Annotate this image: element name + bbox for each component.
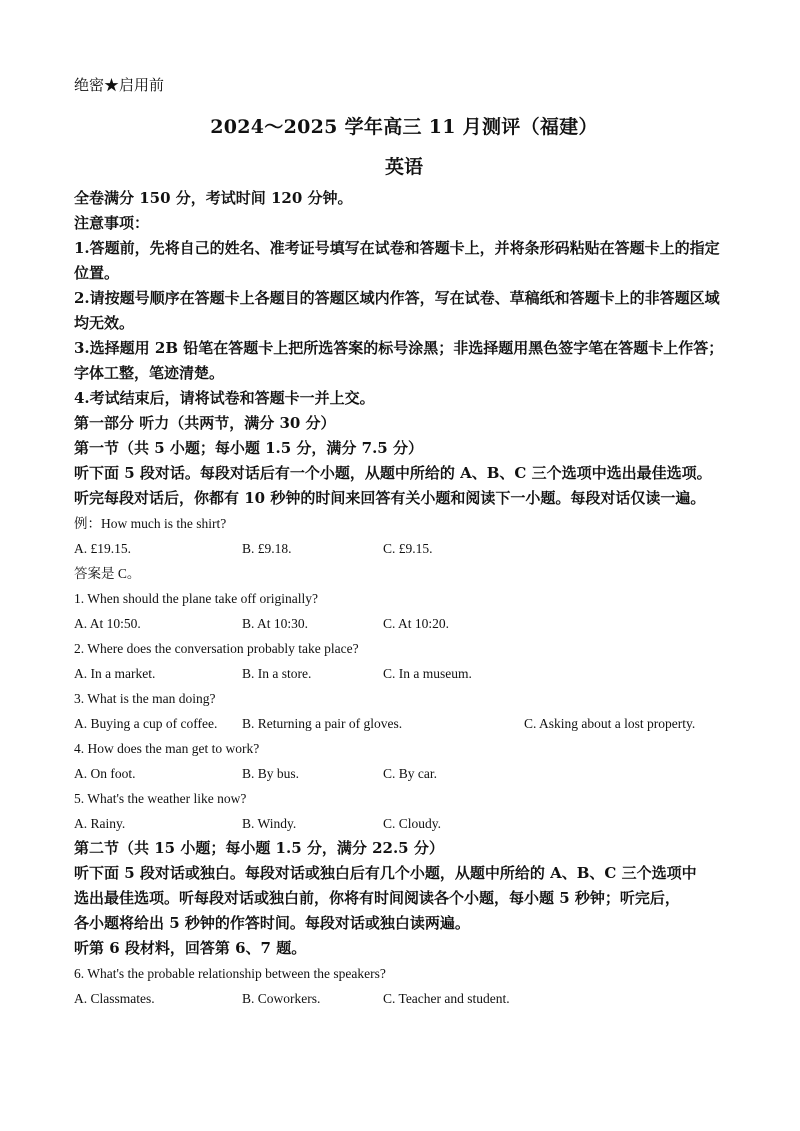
section2-instruction-1: 听下面 5 段对话或独白。每段对话或独白后有几个小题，从题中所给的 A、B、C 三个选项中 (74, 864, 697, 882)
question-4: 4. How does the man get to work? (74, 741, 260, 756)
exam-title: 2024～2025 学年高三 11 月测评（福建） (210, 116, 598, 138)
option-b: B. Coworkers. (242, 991, 321, 1006)
option-b: B. By bus. (242, 766, 300, 781)
note-item-3: 3.选择题用 2B 铅笔在答题卡上把所选答案的标号涂黑；非选择题用黑色签字笔在答题卡上作答；字体工整，笔迹清楚。 (74, 339, 724, 382)
section1-instruction-1: 听下面 5 段对话。每段对话后有一个小题，从题中所给的 A、B、C 三个选项中选出最佳选项。 (74, 464, 712, 482)
section1-heading: 第一节（共 5 小题；每小题 1.5 分，满分 7.5 分） (74, 439, 423, 457)
question-5: 5. What's the weather like now? (74, 791, 247, 806)
question-6: 6. What's the probable relationship between the speakers? (74, 966, 386, 981)
part1-heading: 第一部分 听力（共两节，满分 30 分） (74, 414, 336, 432)
option-a: A. £19.15. (74, 541, 131, 556)
question-5-options (74, 811, 734, 836)
option-a: A. On foot. (74, 766, 136, 781)
question-2-options (74, 661, 734, 686)
option-b: B. At 10:30. (242, 616, 309, 631)
option-c: C. At 10:20. (383, 616, 450, 631)
section2-heading: 第二节（共 15 小题；每小题 1.5 分，满分 22.5 分） (74, 839, 444, 857)
note-item-4: 4.考试结束后，请将试卷和答题卡一并上交。 (74, 389, 375, 407)
option-c: C. £9.15. (383, 541, 433, 556)
option-a: A. At 10:50. (74, 616, 141, 631)
question-6-options (74, 986, 734, 1011)
option-a: A. Rainy. (74, 816, 126, 831)
question-4-options (74, 761, 734, 786)
option-c: C. In a museum. (383, 666, 472, 681)
option-b: B. In a store. (242, 666, 312, 681)
example-question: 例：How much is the shirt? (74, 516, 227, 531)
option-a: A. In a market. (74, 666, 156, 681)
section2-instruction-2: 选出最佳选项。听每段对话或独白前，你将有时间阅读各个小题，每小题 5 秒钟；听完后， (74, 889, 680, 907)
confidential-label: 绝密★启用前 (74, 76, 165, 94)
option-a: A. Classmates. (74, 991, 155, 1006)
option-c: C. Teacher and student. (383, 991, 510, 1006)
section2-instruction-3: 各小题将给出 5 秒钟的作答时间。每段对话或独白读两遍。 (74, 914, 470, 932)
notes-heading: 注意事项： (74, 214, 150, 232)
note-item-2: 2.请按题号顺序在答题卡上各题目的答题区域内作答，写在试卷、草稿纸和答题卡上的非答题区域均无效。 (74, 289, 720, 332)
option-a: A. Buying a cup of coffee. (74, 716, 218, 731)
section1-instruction-2: 听完每段对话后，你都有 10 秒钟的时间来回答有关小题和阅读下一小题。每段对话仅读一遍。 (74, 489, 706, 507)
question-2: 2. Where does the conversation probably take place? (74, 641, 359, 656)
full-score-note: 全卷满分 150 分，考试时间 120 分钟。 (74, 189, 353, 207)
question-3: 3. What is the man doing? (74, 691, 216, 706)
option-b: B. Returning a pair of gloves. (242, 716, 403, 731)
question-3-options (74, 711, 734, 736)
note-item-1: 1.答题前，先将自己的姓名、准考证号填写在试卷和答题卡上，并将条形码粘贴在答题卡上的指定位置。 (74, 239, 720, 282)
option-c: C. Asking about a lost property. (524, 716, 696, 731)
option-b: B. Windy. (242, 816, 297, 831)
option-c: C. By car. (383, 766, 437, 781)
option-c: C. Cloudy. (383, 816, 442, 831)
question-1: 1. When should the plane take off originally? (74, 591, 318, 606)
subject-title: 英语 (384, 156, 423, 178)
material-6-heading: 听第 6 段材料，回答第 6、7 题。 (74, 939, 307, 957)
example-options (74, 536, 734, 561)
example-answer: 答案是 C。 (74, 566, 141, 581)
option-b: B. £9.18. (242, 541, 292, 556)
exam-body (74, 186, 734, 1011)
question-1-options (74, 611, 734, 636)
